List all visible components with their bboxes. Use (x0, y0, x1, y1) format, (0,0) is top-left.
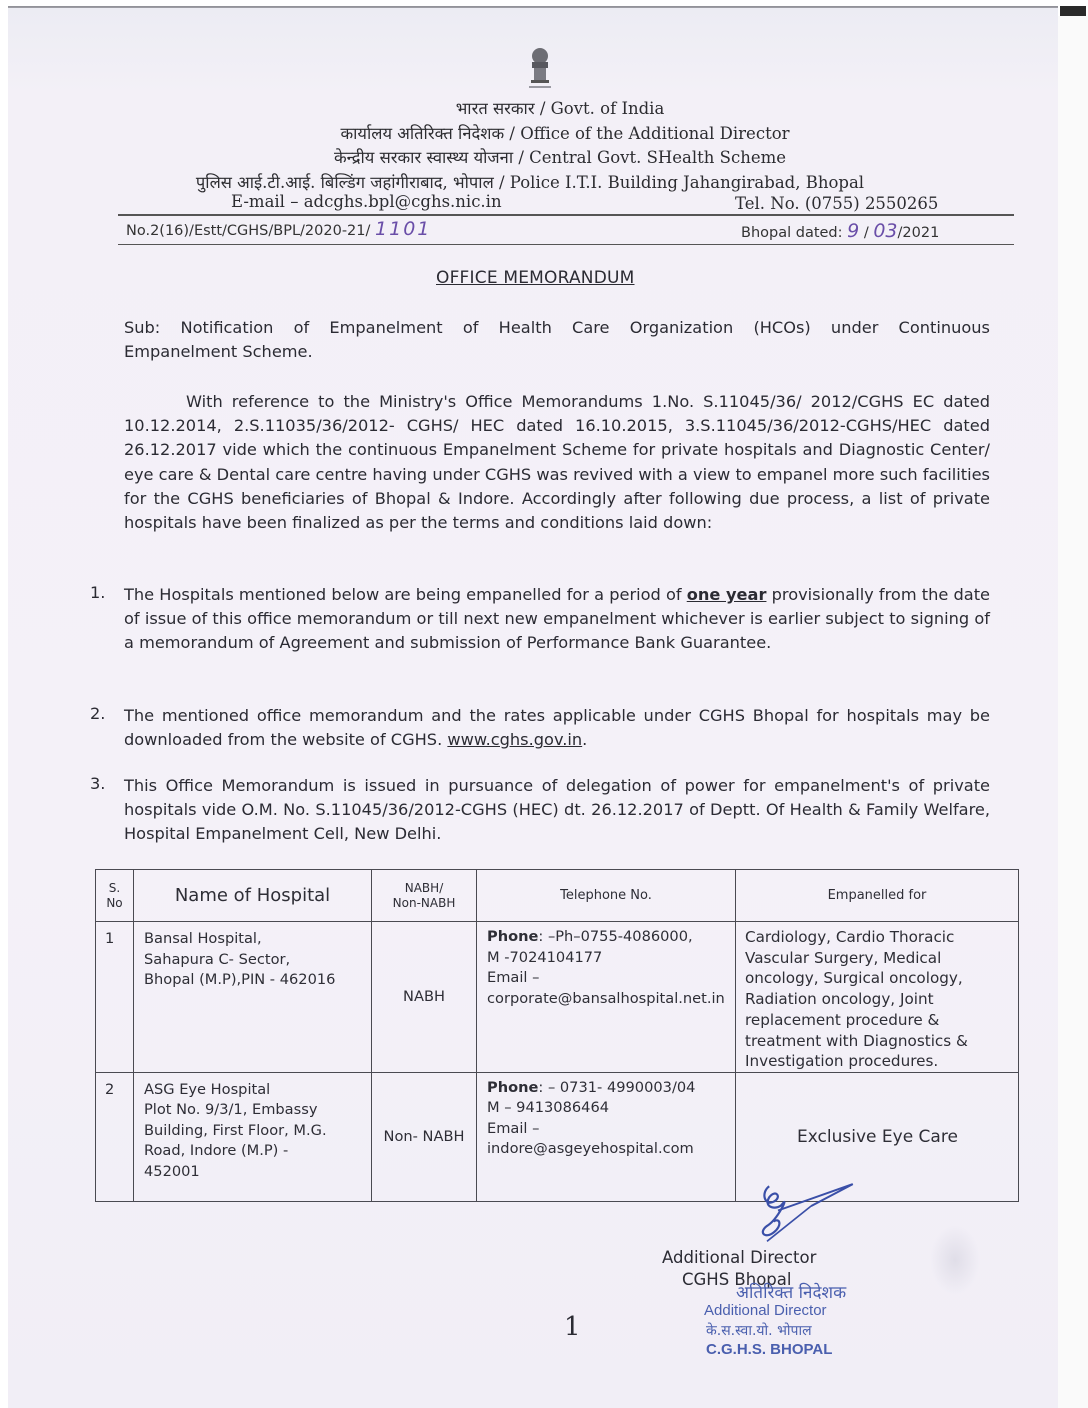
point-1-emphasis: one year (686, 585, 767, 604)
letterhead-scheme: केन्द्रीय सरकार स्वास्थ्य योजना / Central Govt. SHealth Scheme (333, 148, 787, 167)
letterhead-office: कार्यालय अतिरिक्त निदेशक / Office of the Additional Director (340, 124, 790, 143)
cell-nabh-status: NABH (372, 922, 477, 1073)
header-sno-line2: No (106, 895, 123, 910)
reference-date: Bhopal dated: 9 / 03/2021 (741, 220, 940, 242)
header-hospital-name: Name of Hospital (134, 870, 372, 922)
cell-hospital-name (134, 922, 372, 1073)
letterhead-divider-bottom (118, 244, 1014, 245)
intro-paragraph: With reference to the Ministry's Office Memorandums 1.No. S.11045/36/ 2012/CGHS EC dated 10.12.2014, 2.S.11035/36/2012- CGHS/ HEC dated 16.10.2015, 3.S.11045/36/2012-CGHS/HEC dated 26.12.2017 vide which the continuous Empanelment Scheme for private hospitals and Diagnostic Center/ eye care & Dental care centre having under CGHS was revived with a view to empanel more such facilities for the CGHS beneficiaries of Bhopal & Indore. Accordingly after following due process, a list of private hospitals have been finalized as per the terms and conditions laid down: (124, 392, 990, 533)
header-sno (96, 870, 134, 922)
stamp-hindi-title: अतिरिक्त निदेशक (736, 1283, 847, 1303)
hospital-address-line: Road, Indore (M.P) - (144, 1142, 289, 1160)
email-address: corporate@bansalhospital.net.in (487, 989, 725, 1007)
table-row (96, 1072, 1019, 1201)
phone-number: : –Ph–0755-4086000, (538, 928, 693, 945)
header-nabh-line1: NABH/ (404, 880, 444, 895)
stamp-office: C.G.H.S. BHOPAL (706, 1341, 833, 1358)
date-month: 03 (873, 220, 898, 242)
stamp-title: Additional Director (704, 1302, 827, 1319)
point-2-after: . (582, 730, 588, 750)
page-number: 1 (564, 1312, 581, 1342)
scan-right-margin (1058, 16, 1088, 1408)
signatory-office: CGHS Bhopal (682, 1270, 792, 1289)
cell-nabh-status: Non- NABH (372, 1072, 477, 1201)
point-1-number: 1. (90, 583, 106, 602)
hospital-name-line: Bansal Hospital, (144, 930, 262, 947)
hospital-name-line: ASG Eye Hospital (144, 1080, 271, 1098)
header-nabh-line2: Non-NABH (392, 895, 456, 910)
header-nabh (372, 870, 477, 922)
point-2-text (124, 704, 990, 752)
email-label: Email – (487, 969, 540, 986)
point-1-after: provisionally from the date of issue of this office memorandum or till next new empanelment whichever is earlier subject to signing of a memorandum of Agreement and submission of Performance Bank Guarantee. (124, 585, 991, 653)
national-emblem-icon (526, 46, 554, 92)
hospital-address-line: Sahapura C- Sector, (144, 950, 291, 968)
email-label: Email – (487, 1119, 540, 1137)
point-3-text: This Office Memorandum is issued in pursuance of delegation of power for empanelment's of private hospitals vide O.M. No. S.11045/36/2012-CGHS (HEC) dt. 26.12.2017 of Deptt. Of Health & Family Welfare, Hospital Empanelment Cell, New Delhi. (124, 776, 990, 844)
mobile-number: M -7024104177 (487, 948, 603, 966)
hospital-address-line: Building, First Floor, M.G. (144, 1121, 327, 1139)
letterhead-address: पुलिस आई.टी.आई. बिल्डिंग जहांगीराबाद, भोपाल / Police I.T.I. Building Jahangirabad, Bhopal (195, 173, 865, 192)
cell-sno: 1 (96, 922, 134, 1073)
letterhead-govt-of-india: भारत सरकार / Govt. of India (455, 99, 665, 118)
header-sno-line1: S. (108, 880, 121, 895)
scan-corner-mark (1060, 6, 1086, 16)
email-address: indore@asgeyehospital.com (487, 1140, 694, 1158)
cell-empanelled-for: Cardiology, Cardio Thoracic Vascular Surgery, Medical oncology, Surgical oncology, Radiation oncology, Joint replacement procedure & treatment with Diagnostics & Investigation procedures. (736, 922, 1019, 1073)
point-3-number: 3. (90, 774, 106, 793)
signatory-title: Additional Director (662, 1248, 817, 1267)
point-2-number: 2. (90, 704, 106, 723)
date-label: Bhopal dated: (741, 225, 843, 241)
memo-title: OFFICE MEMORANDUM (436, 268, 635, 288)
letterhead-telephone: Tel. No. (0755) 2550265 (735, 194, 939, 213)
cell-empanelled-for: Exclusive Eye Care (736, 1072, 1019, 1201)
subject-line-2: Empanelment Scheme. (124, 342, 313, 361)
hospital-address-line: Plot No. 9/3/1, Embassy (144, 1101, 318, 1119)
reference-prefix: No.2(16)/Estt/CGHS/BPL/2020-21/ (126, 223, 371, 239)
stamp-smudge (930, 1225, 980, 1295)
cell-sno: 2 (96, 1072, 134, 1201)
hospitals-table (95, 869, 1019, 1202)
date-day: 9 (847, 220, 860, 242)
cell-hospital-name (134, 1072, 372, 1201)
cell-telephone (477, 1072, 736, 1201)
handwritten-signature-icon (745, 1176, 855, 1256)
point-1-before: The Hospitals mentioned below are being empanelled for a period of (124, 585, 687, 604)
point-1-text (124, 583, 990, 656)
subject-line-1: Sub: Notification of Empanelment of Health Care Organization (HCOs) under Continuous (124, 318, 990, 337)
point-2-before: The mentioned office memorandum and the rates applicable under CGHS Bhopal for hospitals may be downloaded from the website of CGHS. (124, 706, 990, 750)
handwritten-dispatch-number: 1101 (375, 218, 432, 240)
hospital-address-line: 452001 (144, 1162, 200, 1180)
table-header-row (96, 870, 1019, 922)
mobile-number: M – 9413086464 (487, 1099, 610, 1117)
header-empanelled-for: Empanelled for (736, 870, 1019, 922)
phone-label: Phone (487, 1078, 539, 1096)
table-row (96, 922, 1019, 1073)
stamp-hindi-office: के.स.स्वा.यो. भोपाल (706, 1323, 812, 1339)
cell-telephone (477, 922, 736, 1073)
reference-number (126, 218, 431, 240)
header-telephone: Telephone No. (477, 870, 736, 922)
date-year: 2021 (902, 225, 940, 241)
letterhead-divider-top (118, 214, 1014, 216)
cghs-website-link[interactable]: www.cghs.gov.in (447, 730, 583, 750)
letterhead-email: E-mail – adcghs.bpl@cghs.nic.in (231, 192, 502, 211)
phone-label: Phone (487, 928, 539, 945)
phone-number: : – 0731- 4990003/04 (538, 1078, 696, 1096)
hospital-address-line: Bhopal (M.P),PIN - 462016 (144, 971, 336, 988)
